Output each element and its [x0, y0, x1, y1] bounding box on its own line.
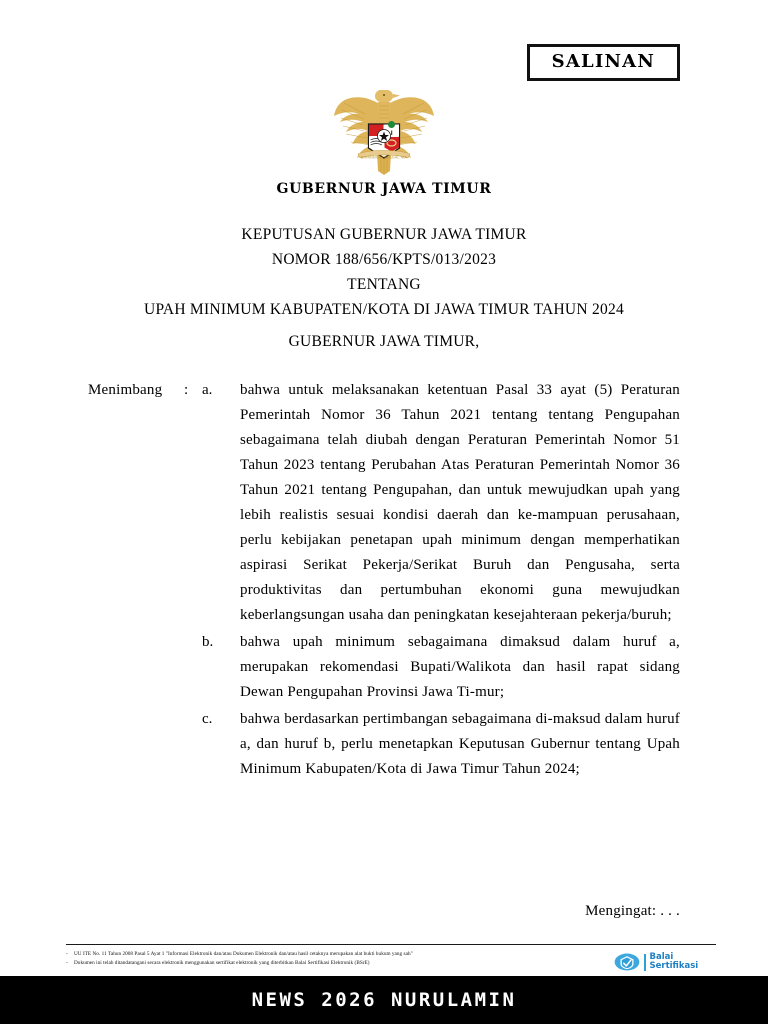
document-header — [0, 181, 768, 322]
clause-marker-a: a. — [202, 382, 213, 398]
emblem-container — [0, 78, 768, 181]
clause-text-c: bahwa berdasarkan pertimbangan sebagaimana di-maksud dalam huruf a, dan huruf b, perlu menetapkan Keputusan Gubernur tentang Upah Minimum Kabupaten/Kota di Jawa Timur Tahun 2024; — [240, 711, 680, 777]
organization-title: GUBERNUR JAWA TIMUR — [276, 181, 492, 197]
clause-text-b: bahwa upah minimum sebagaimana dimaksud dalam huruf a, merupakan rekomendasi Bupati/Walikota dan hasil rapat sidang Dewan Pengupahan Provinsi Jawa Ti-mur; — [240, 634, 680, 700]
decree-title-line-1: KEPUTUSAN GUBERNUR JAWA TIMUR — [241, 226, 527, 243]
footer-note-2 — [66, 959, 606, 968]
garuda-pancasila-icon — [329, 78, 439, 176]
decree-subject-line: UPAH MINIMUM KABUPATEN/KOTA DI JAWA TIMUR TAHUN 2024 — [144, 301, 624, 318]
clause-marker-b: b. — [202, 634, 214, 650]
footer-notes — [66, 950, 606, 968]
clause-text-a: bahwa untuk melaksanakan ketentuan Pasal 33 ayat (5) Peraturan Pemerintah Nomor 36 Tahun 2021 tentang tentang Pengupahan sebagaimana telah diubah dengan Peraturan Pemerintah Nomor 51 Tahun 2023 tentang Perubahan Atas Peraturan Pemerintah Nomor 36 Tahun 2021 tentang Pengupahan, dan untuk mewujudkan upah yang lebih realistis sesuai kondisi daerah dan ke-mampuan perusahaan, perlu kebijakan penetapan upah minimum dengan memperhatikan aspirasi Serikat Pekerja/Serikat Buruh dan Pengusaha, serta produktivitas dan pertumbuhan ekonomi guna mewujudkan keberlangsungan usaha dan peningkatan kesejahteraan pekerja/buruh; — [240, 382, 680, 623]
footer-note-text-1: UU ITE No. 11 Tahun 2008 Pasal 5 Ayat 1 "Informasi Elektronik dan/atau Dokumen Elektronik dan/atau hasil cetaknya merupakan alat bukti hukum yang sah" — [74, 951, 413, 957]
salinan-label: SALINAN — [551, 51, 655, 72]
bsre-divider — [644, 954, 646, 971]
bsre-word-line-1: Balai — [649, 952, 674, 962]
footer-note-1 — [66, 950, 606, 959]
bsre-logo — [614, 952, 698, 972]
bsre-shield-icon — [614, 952, 640, 972]
salinan-stamp — [527, 44, 680, 81]
footer-divider — [66, 944, 716, 945]
addressee-line: GUBERNUR JAWA TIMUR, — [288, 333, 480, 350]
footer-note-text-2: Dokumen ini telah ditandatangani secara elektronik menggunakan sertifikat elektronik yang diterbitkan Balai Sertifikasi Elektronik (BSrE) — [74, 960, 370, 966]
banner-text: NEWS 2026 NURULAMIN — [251, 989, 517, 1011]
bsre-word-line-2: Sertifikasi — [649, 961, 699, 971]
decree-number-line: NOMOR 188/656/KPTS/013/2023 — [271, 251, 497, 268]
clause-row-b — [88, 630, 680, 705]
considerations-colon: : — [184, 382, 189, 398]
clause-row-a — [88, 378, 680, 628]
bottom-banner — [0, 976, 768, 1024]
continuation-note: Mengingat: . . . — [585, 903, 680, 919]
clause-row-c — [88, 707, 680, 782]
considerations-section — [88, 378, 680, 784]
svg-text:BHINNEKA TUNGGAL IKA: BHINNEKA TUNGGAL IKA — [360, 155, 408, 160]
clause-marker-c: c. — [202, 711, 213, 727]
footer-bullet-2: - — [66, 960, 68, 966]
bsre-wordmark — [650, 953, 699, 971]
considerations-label: Menimbang — [88, 382, 163, 398]
footer-bullet-1: - — [66, 951, 68, 957]
decree-about-line: TENTANG — [347, 276, 421, 293]
